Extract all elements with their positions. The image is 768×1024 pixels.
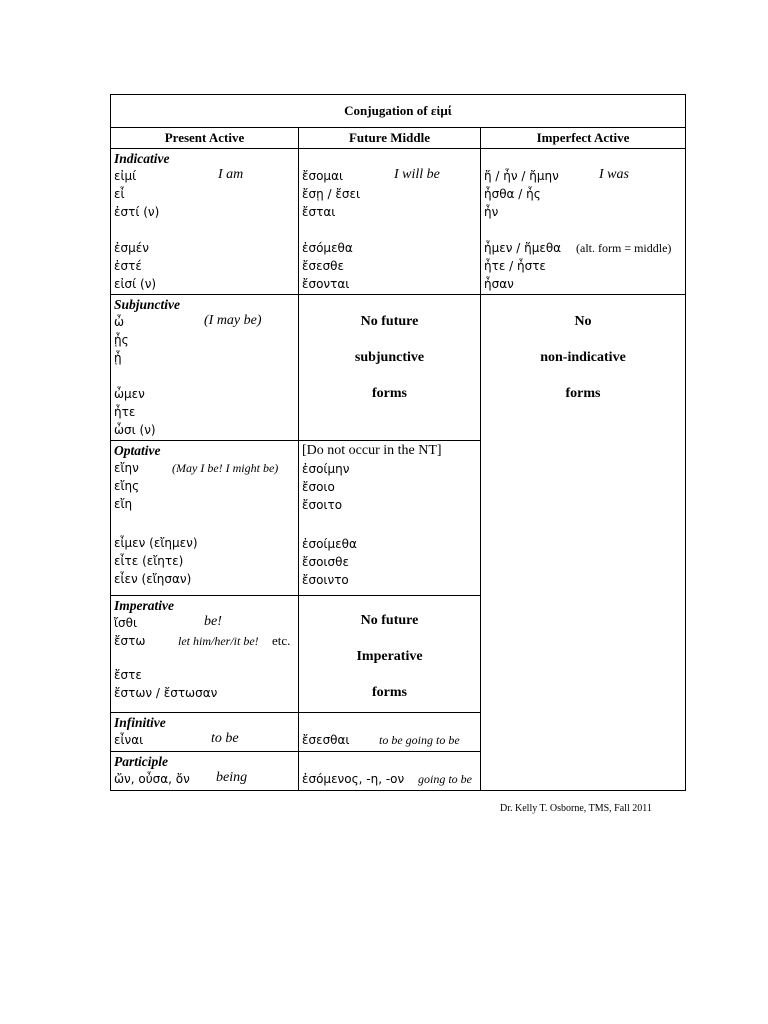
form: ἐσόμεθα [302,241,353,255]
form: ὦσι (ν) [114,423,156,437]
no-nonindic-line1: No [574,314,592,329]
conjugation-table [110,94,686,791]
gloss: be! [204,614,222,629]
indicative-future-cell [299,149,481,295]
form: ἤ / ἦν / ἤμην [484,169,559,183]
form: ἔσοιτο [302,498,343,512]
gloss: I will be [394,167,440,182]
no-future-subj-line2: subjunctive [354,350,425,365]
etc: etc. [272,633,291,648]
form: ἔσομαι [302,169,344,183]
gloss: (May I be! I might be) [172,461,279,475]
form: ἔστω [114,634,146,648]
form: εἶ [114,187,125,201]
no-nonindic-line3: forms [565,386,601,401]
form: ᾖς [114,333,129,347]
form: εἶμεν (εἴημεν) [114,536,198,550]
form: ἔστων / ἔστωσαν [114,686,218,700]
gloss: being [216,770,248,785]
form: εἰμί [114,169,137,183]
form: ὤν, οὖσα, ὄν [114,772,190,786]
participle-future-cell [299,752,481,791]
gloss: (I may be) [204,313,262,328]
footer-credit: Dr. Kelly T. Osborne, TMS, Fall 2011 [500,803,652,814]
form: ἦτε / ἦστε [484,259,546,273]
form: ᾖ [114,351,122,365]
subjunctive-present-cell [111,295,299,441]
no-future-imp-line1: No future [360,613,419,628]
form: ὦμεν [114,387,145,401]
subjunctive-future-cell [299,295,481,441]
table-title: Conjugation of εἰμί [111,95,686,128]
form: ἦν [484,205,499,219]
form: ἔσοισθε [302,555,349,569]
form: ἦτε [114,405,136,419]
non-indicative-cell [481,295,686,791]
imperative-present-cell [111,596,299,713]
form: ἔσοιντο [302,573,349,587]
form: ἐσμέν [114,241,149,255]
form: εἶναι [114,733,144,747]
form: ἐστέ [114,259,142,273]
participle-present-cell [111,752,299,791]
header-future-middle: Future Middle [299,128,481,149]
form: ἔσεσθε [302,259,345,273]
no-future-subj-line1: No future [360,314,419,329]
subjunctive-label: Subjunctive [114,297,181,312]
form: ἔσοιο [302,480,335,494]
row-indicative [111,149,686,295]
infinitive-future-cell [299,713,481,752]
form: εἶτε (εἴητε) [114,554,184,568]
form: εἴην [114,461,139,475]
indicative-present-cell [111,149,299,295]
note: (alt. form = middle) [576,241,672,255]
form: ἔσονται [302,277,350,291]
no-future-imp-line2: Imperative [356,649,423,664]
gloss: going to be [418,772,472,786]
nt-note: [Do not occur in the NT] [302,443,442,458]
form: ἔσεσθαι [302,733,350,747]
form: ἦμεν / ἤμεθα [484,241,562,255]
indicative-imperfect-cell [481,149,686,295]
form: ἦσαν [484,277,514,291]
conjugation-table-wrapper [110,94,685,791]
participle-label: Participle [114,754,168,769]
form: εἶεν (εἴησαν) [114,572,192,586]
form: ἴσθι [114,616,138,630]
gloss: let him/her/it be! [178,634,259,648]
infinitive-present-cell [111,713,299,752]
form: ἐσοίμην [302,462,350,476]
indicative-label: Indicative [114,151,170,166]
form: ἐστί (ν) [114,205,160,219]
form: εἴης [114,479,140,493]
gloss: I was [599,167,629,182]
gloss: to be [211,731,239,746]
infinitive-label: Infinitive [114,715,166,730]
no-future-imp-line3: forms [372,685,407,700]
gloss: to be going to be [379,733,460,747]
imperative-label: Imperative [114,598,174,613]
form: ἔσῃ / ἔσει [302,187,361,201]
no-nonindic-line2: non-indicative [540,350,626,365]
form: εἰσί (ν) [114,277,157,291]
row-subjunctive [111,295,686,441]
no-future-subj-line3: forms [372,386,407,401]
imperative-future-cell [299,596,481,713]
optative-label: Optative [114,443,161,458]
header-present-active: Present Active [111,128,299,149]
form: εἴη [114,497,133,511]
form: ἔσται [302,205,336,219]
form: ἐσόμενος, -η, -ον [302,772,405,786]
optative-future-cell [299,441,481,596]
header-imperfect-active: Imperfect Active [481,128,686,149]
form: ὦ [114,315,125,329]
gloss: I am [218,167,244,182]
form: ἔστε [114,668,142,682]
optative-present-cell [111,441,299,596]
form: ἐσοίμεθα [302,537,357,551]
form: ἦσθα / ἦς [484,187,541,201]
